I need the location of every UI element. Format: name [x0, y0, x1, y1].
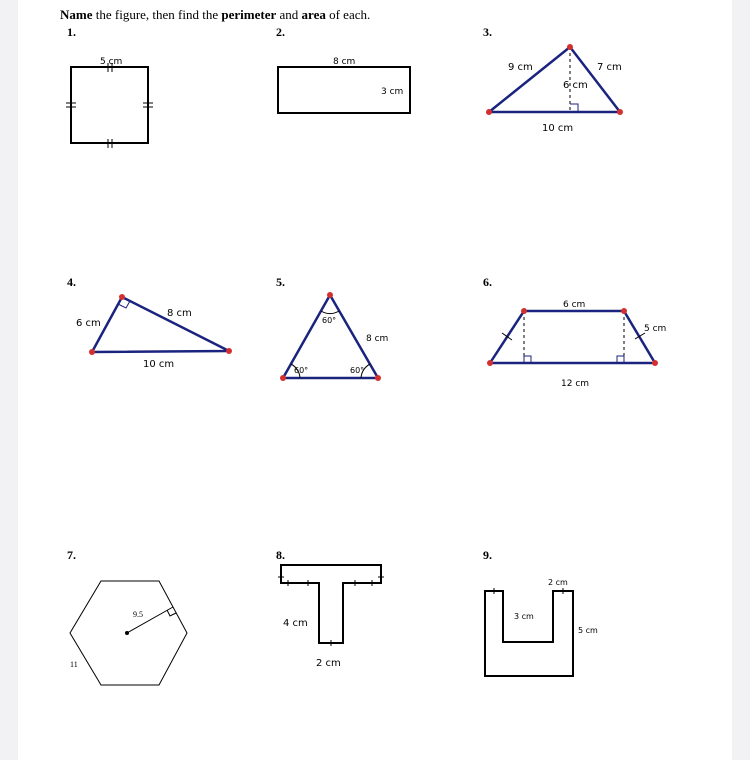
problem-number-4: 4.	[67, 275, 76, 289]
rectangle-length-label: 8 cm	[333, 57, 356, 67]
triangle-5-left-angle: 60°	[294, 366, 309, 375]
u-shape	[485, 591, 573, 676]
problem-number-6: 6.	[483, 275, 492, 289]
triangle-3-left-label: 9 cm	[508, 62, 533, 73]
figure-9-u-shape	[485, 578, 598, 676]
hexagon-side-label: 11	[70, 660, 78, 669]
triangle-3-base-label: 10 cm	[542, 123, 574, 134]
figure-6-trapezoid	[487, 300, 666, 389]
trapezoid-top-label: 6 cm	[563, 300, 586, 310]
instructions-part1: the figure, then find the	[92, 7, 222, 22]
rectangle-width-label: 3 cm	[381, 87, 404, 97]
trapezoid-leg-label: 5 cm	[644, 324, 667, 334]
figure-5-equilateral-triangle	[280, 292, 388, 381]
hexagon-apothem-label: 9.5	[133, 610, 143, 619]
square-side-label: 5 cm	[100, 57, 123, 67]
triangle-3-shape	[489, 47, 620, 112]
figure-3-triangle	[486, 44, 623, 134]
triangle-4-shape	[92, 297, 229, 352]
square-tick-marks	[66, 63, 153, 148]
u-shape-inner-depth-label: 3 cm	[514, 612, 534, 621]
u-shape-height-label: 5 cm	[578, 626, 598, 635]
figure-8-t-shape	[278, 565, 384, 669]
triangle-3-height-label: 6 cm	[563, 80, 588, 91]
area-word: area	[301, 7, 326, 22]
problem-number-5: 5.	[276, 275, 285, 289]
instructions-part2: and	[276, 7, 302, 22]
figure-1-square	[66, 57, 153, 148]
triangle-4-long-leg-label: 8 cm	[167, 308, 192, 319]
triangle-4-short-leg-label: 6 cm	[76, 318, 101, 329]
triangle-5-side-label: 8 cm	[366, 334, 389, 344]
u-shape-top-width-label: 2 cm	[548, 578, 568, 587]
triangle-3-right-label: 7 cm	[597, 62, 622, 73]
triangle-5-right-angle: 60°	[350, 366, 365, 375]
problem-number-3: 3.	[483, 25, 492, 39]
t-shape	[281, 565, 381, 643]
problem-number-9: 9.	[483, 548, 492, 562]
problem-number-1: 1.	[67, 25, 76, 39]
figure-2-rectangle	[278, 57, 410, 113]
triangle-4-hypotenuse-label: 10 cm	[143, 359, 175, 370]
name-word: Name	[60, 7, 93, 22]
trapezoid-shape	[490, 311, 655, 363]
square-shape	[71, 67, 148, 143]
triangle-5-top-angle: 60°	[322, 316, 337, 325]
figure-4-right-triangle	[76, 294, 232, 370]
t-shape-stem-width-label: 2 cm	[316, 658, 341, 669]
problem-number-7: 7.	[67, 548, 76, 562]
problem-number-8: 8.	[276, 548, 285, 562]
trapezoid-bottom-label: 12 cm	[561, 379, 590, 389]
problem-number-2: 2.	[276, 25, 285, 39]
t-shape-stem-height-label: 4 cm	[283, 618, 308, 629]
instructions-part3: of each.	[325, 7, 371, 22]
figure-7-hexagon	[70, 581, 187, 685]
perimeter-word: perimeter	[221, 7, 277, 22]
